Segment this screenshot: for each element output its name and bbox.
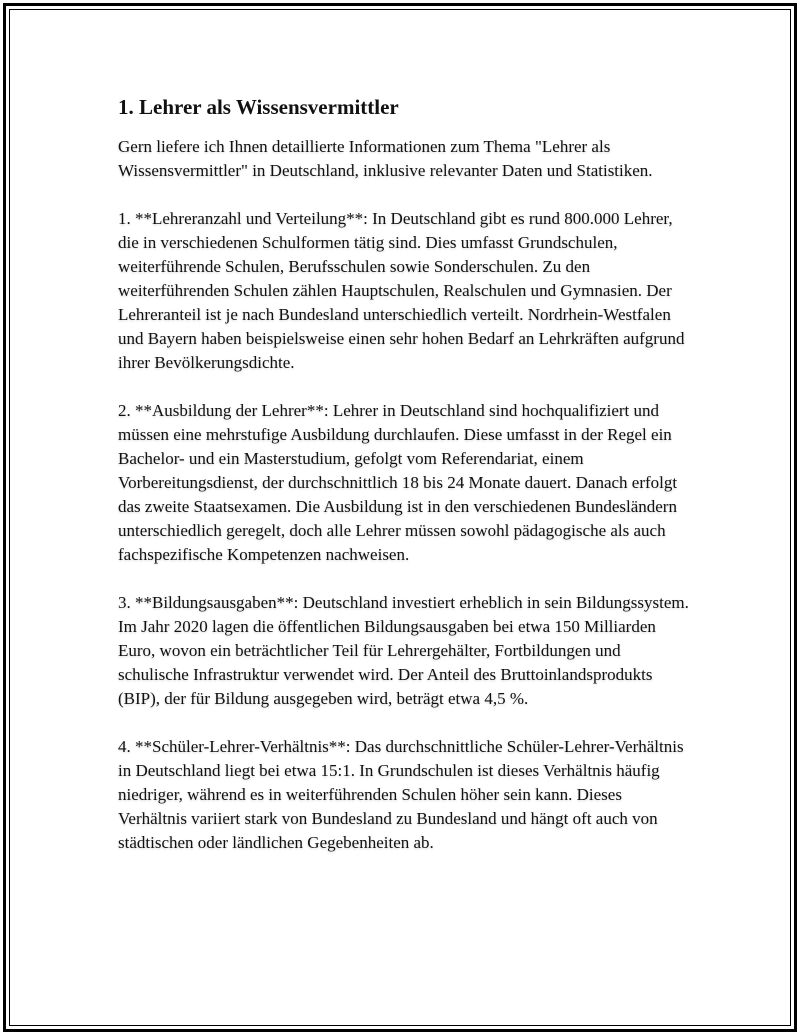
paragraph-teacher-count: 1. **Lehreranzahl und Verteilung**: In Deutschland gibt es rund 800.000 Lehrer, die in verschiedenen Schulformen tätig sind. Dies umfasst Grundschulen, weiterführende Schulen, Berufsschulen sowie Sonderschulen. Zu den weiterführenden Schulen zählen Hauptschulen, Realschulen und Gymnasien. Der Lehreranteil ist je nach Bundesland unterschiedlich verteilt. Nordrhein-Westfalen und Bayern haben beispielsweise einen sehr hohen Bedarf an Lehrkräften aufgrund ihrer Bevölkerungsdichte.	[118, 209, 685, 372]
document-body	[118, 93, 693, 879]
paragraph-teacher-training: 2. **Ausbildung der Lehrer**: Lehrer in Deutschland sind hochqualifiziert und müssen eine mehrstufige Ausbildung durchlaufen. Diese umfasst in der Regel ein Bachelor- und ein Masterstudium, gefolgt vom Referendariat, einem Vorbereitungsdienst, der durchschnittlich 18 bis 24 Monate dauert. Danach erfolgt das zweite Staatsexamen. Die Ausbildung ist in den verschiedenen Bundesländern unterschiedlich geregelt, doch alle Lehrer müssen sowohl pädagogische als auch fachspezifische Kompetenzen nachweisen.	[118, 401, 678, 564]
paragraph-student-teacher-ratio: 4. **Schüler-Lehrer-Verhältnis**: Das durchschnittliche Schüler-Lehrer-Verhältnis in Deutschland liegt bei etwa 15:1. In Grundschulen ist dieses Verhältnis häufig niedriger, während es in weiterführenden Schulen höher sein kann. Dieses Verhältnis variiert stark von Bundesland zu Bundesland und hängt oft auch von städtischen oder ländlichen Gegebenheiten ab.	[118, 737, 684, 852]
intro-paragraph: Gern liefere ich Ihnen detaillierte Informationen zum Thema "Lehrer als Wissensvermittler" in Deutschland, inklusive relevanter Daten und Statistiken.	[118, 137, 653, 180]
section-heading: 1. Lehrer als Wissensvermittler	[118, 95, 399, 119]
paragraph-education-spending: 3. **Bildungsausgaben**: Deutschland investiert erheblich in sein Bildungssystem. Im Jahr 2020 lagen die öffentlichen Bildungsausgaben bei etwa 150 Milliarden Euro, wovon ein beträchtlicher Teil für Lehrergehälter, Fortbildungen und schulische Infrastruktur verwendet wird. Der Anteil des Bruttoinlandsprodukts (BIP), der für Bildung ausgegeben wird, beträgt etwa 4,5 %.	[118, 593, 689, 708]
